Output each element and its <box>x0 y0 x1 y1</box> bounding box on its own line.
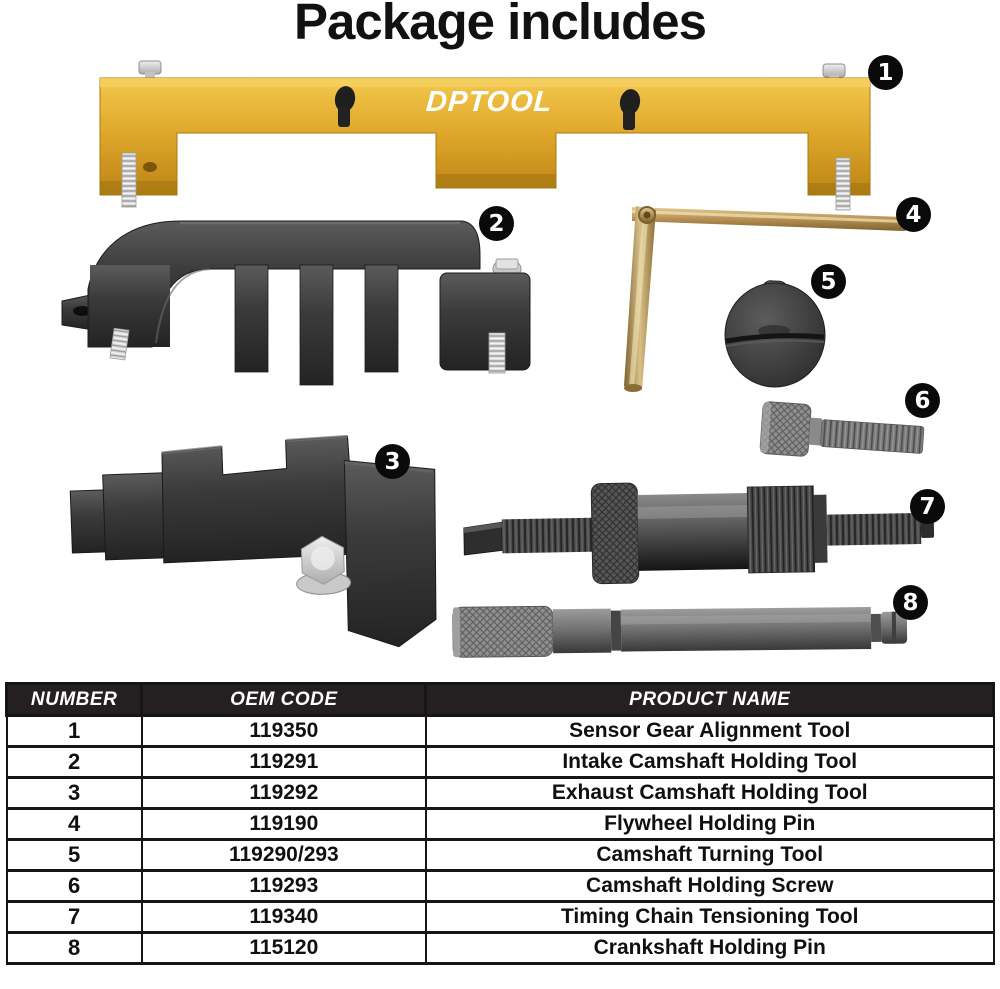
tool-crankshaft-holding-pin <box>445 592 910 667</box>
cell-number: 8 <box>7 933 142 964</box>
cell-number: 7 <box>7 902 142 933</box>
cell-product-name: Flywheel Holding Pin <box>426 809 994 840</box>
page-title: Package includes <box>293 0 707 50</box>
brand-logo-text: DPTOOL <box>424 86 554 118</box>
header-number: NUMBER <box>7 684 142 716</box>
cell-number: 2 <box>7 747 142 778</box>
table-row <box>7 902 994 933</box>
item-3-badge: 3 <box>375 444 410 479</box>
cell-product-name: Timing Chain Tensioning Tool <box>426 902 994 933</box>
header-oem-code: OEM CODE <box>142 684 426 716</box>
cell-product-name: Crankshaft Holding Pin <box>426 933 994 964</box>
cell-oem-code: 119350 <box>142 716 426 747</box>
cell-product-name: Intake Camshaft Holding Tool <box>426 747 994 778</box>
table-row <box>7 747 994 778</box>
table-row <box>7 871 994 902</box>
cell-number: 1 <box>7 716 142 747</box>
cell-oem-code: 119291 <box>142 747 426 778</box>
cell-number: 6 <box>7 871 142 902</box>
tool-timing-chain-tensioning <box>452 472 947 592</box>
cell-number: 5 <box>7 840 142 871</box>
cell-product-name: Camshaft Turning Tool <box>426 840 994 871</box>
item-2-badge: 2 <box>479 206 514 241</box>
item-1-badge: 1 <box>868 55 903 90</box>
table-row <box>7 716 994 747</box>
table-row <box>7 840 994 871</box>
cell-oem-code: 119340 <box>142 902 426 933</box>
cell-oem-code: 119293 <box>142 871 426 902</box>
cell-oem-code: 115120 <box>142 933 426 964</box>
table-header-row <box>7 684 994 716</box>
cell-oem-code: 119290/293 <box>142 840 426 871</box>
item-5-badge: 5 <box>811 264 846 299</box>
tool-intake-camshaft-holding <box>60 205 540 390</box>
item-4-badge: 4 <box>896 197 931 232</box>
tool-sensor-gear-alignment <box>95 55 885 220</box>
table-row <box>7 933 994 964</box>
item-7-badge: 7 <box>910 489 945 524</box>
table-row <box>7 778 994 809</box>
header-product-name: PRODUCT NAME <box>426 684 994 716</box>
cell-oem-code: 119190 <box>142 809 426 840</box>
cell-product-name: Exhaust Camshaft Holding Tool <box>426 778 994 809</box>
cell-product-name: Camshaft Holding Screw <box>426 871 994 902</box>
cell-oem-code: 119292 <box>142 778 426 809</box>
table-row <box>7 809 994 840</box>
cell-number: 4 <box>7 809 142 840</box>
item-8-badge: 8 <box>893 585 928 620</box>
parts-table <box>5 682 995 965</box>
cell-product-name: Sensor Gear Alignment Tool <box>426 716 994 747</box>
cell-number: 3 <box>7 778 142 809</box>
item-6-badge: 6 <box>905 383 940 418</box>
